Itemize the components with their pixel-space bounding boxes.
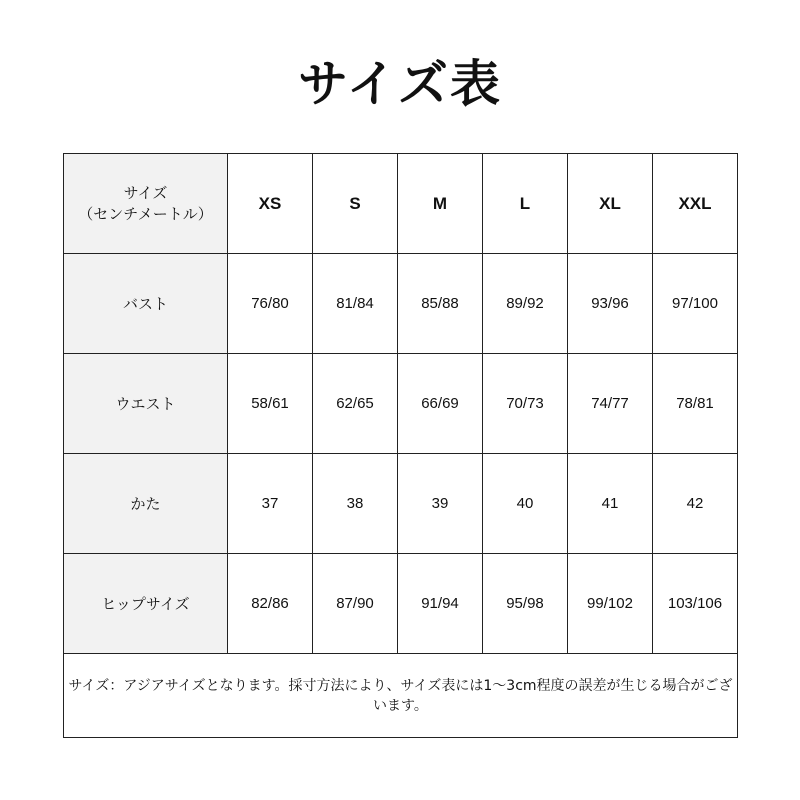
table-cell: 62/65 <box>313 354 398 454</box>
size-header-l: L <box>483 154 568 254</box>
size-note: サイズ：アジアサイズとなります。採寸方法により、サイズ表には1～3cm程度の誤差が生じる場合がございます。 <box>64 654 738 738</box>
table-row-bust <box>64 254 738 354</box>
table-cell: 93/96 <box>568 254 653 354</box>
row-label: ウエスト <box>64 354 228 454</box>
table-cell: 66/69 <box>398 354 483 454</box>
row-label: バスト <box>64 254 228 354</box>
table-cell: 39 <box>398 454 483 554</box>
table-row-waist <box>64 354 738 454</box>
table-cell: 89/92 <box>483 254 568 354</box>
table-cell: 74/77 <box>568 354 653 454</box>
size-chart-table <box>63 153 738 738</box>
table-cell: 97/100 <box>653 254 738 354</box>
table-cell: 78/81 <box>653 354 738 454</box>
table-cell: 103/106 <box>653 554 738 654</box>
page-title: サイズ表 <box>298 55 502 113</box>
size-header-s: S <box>313 154 398 254</box>
table-cell: 95/98 <box>483 554 568 654</box>
note-row <box>64 654 738 738</box>
table-row-hip <box>64 554 738 654</box>
size-unit-header <box>64 154 228 254</box>
row-label: ヒップサイズ <box>64 554 228 654</box>
row-label: かた <box>64 454 228 554</box>
size-header-m: M <box>398 154 483 254</box>
size-header-xxl: XXL <box>653 154 738 254</box>
table-cell: 58/61 <box>228 354 313 454</box>
size-header-xs: XS <box>228 154 313 254</box>
table-cell: 85/88 <box>398 254 483 354</box>
table-cell: 38 <box>313 454 398 554</box>
table-cell: 70/73 <box>483 354 568 454</box>
table-cell: 37 <box>228 454 313 554</box>
size-header-xl: XL <box>568 154 653 254</box>
table-cell: 42 <box>653 454 738 554</box>
table-cell: 41 <box>568 454 653 554</box>
size-header-label: サイズ <box>123 183 168 202</box>
table-cell: 91/94 <box>398 554 483 654</box>
header-row <box>64 154 738 254</box>
unit-header-label: （センチメートル） <box>78 204 213 223</box>
table-cell: 99/102 <box>568 554 653 654</box>
table-cell: 76/80 <box>228 254 313 354</box>
table-cell: 81/84 <box>313 254 398 354</box>
table-cell: 40 <box>483 454 568 554</box>
table-cell: 87/90 <box>313 554 398 654</box>
table-cell: 82/86 <box>228 554 313 654</box>
table-row-shoulder <box>64 454 738 554</box>
